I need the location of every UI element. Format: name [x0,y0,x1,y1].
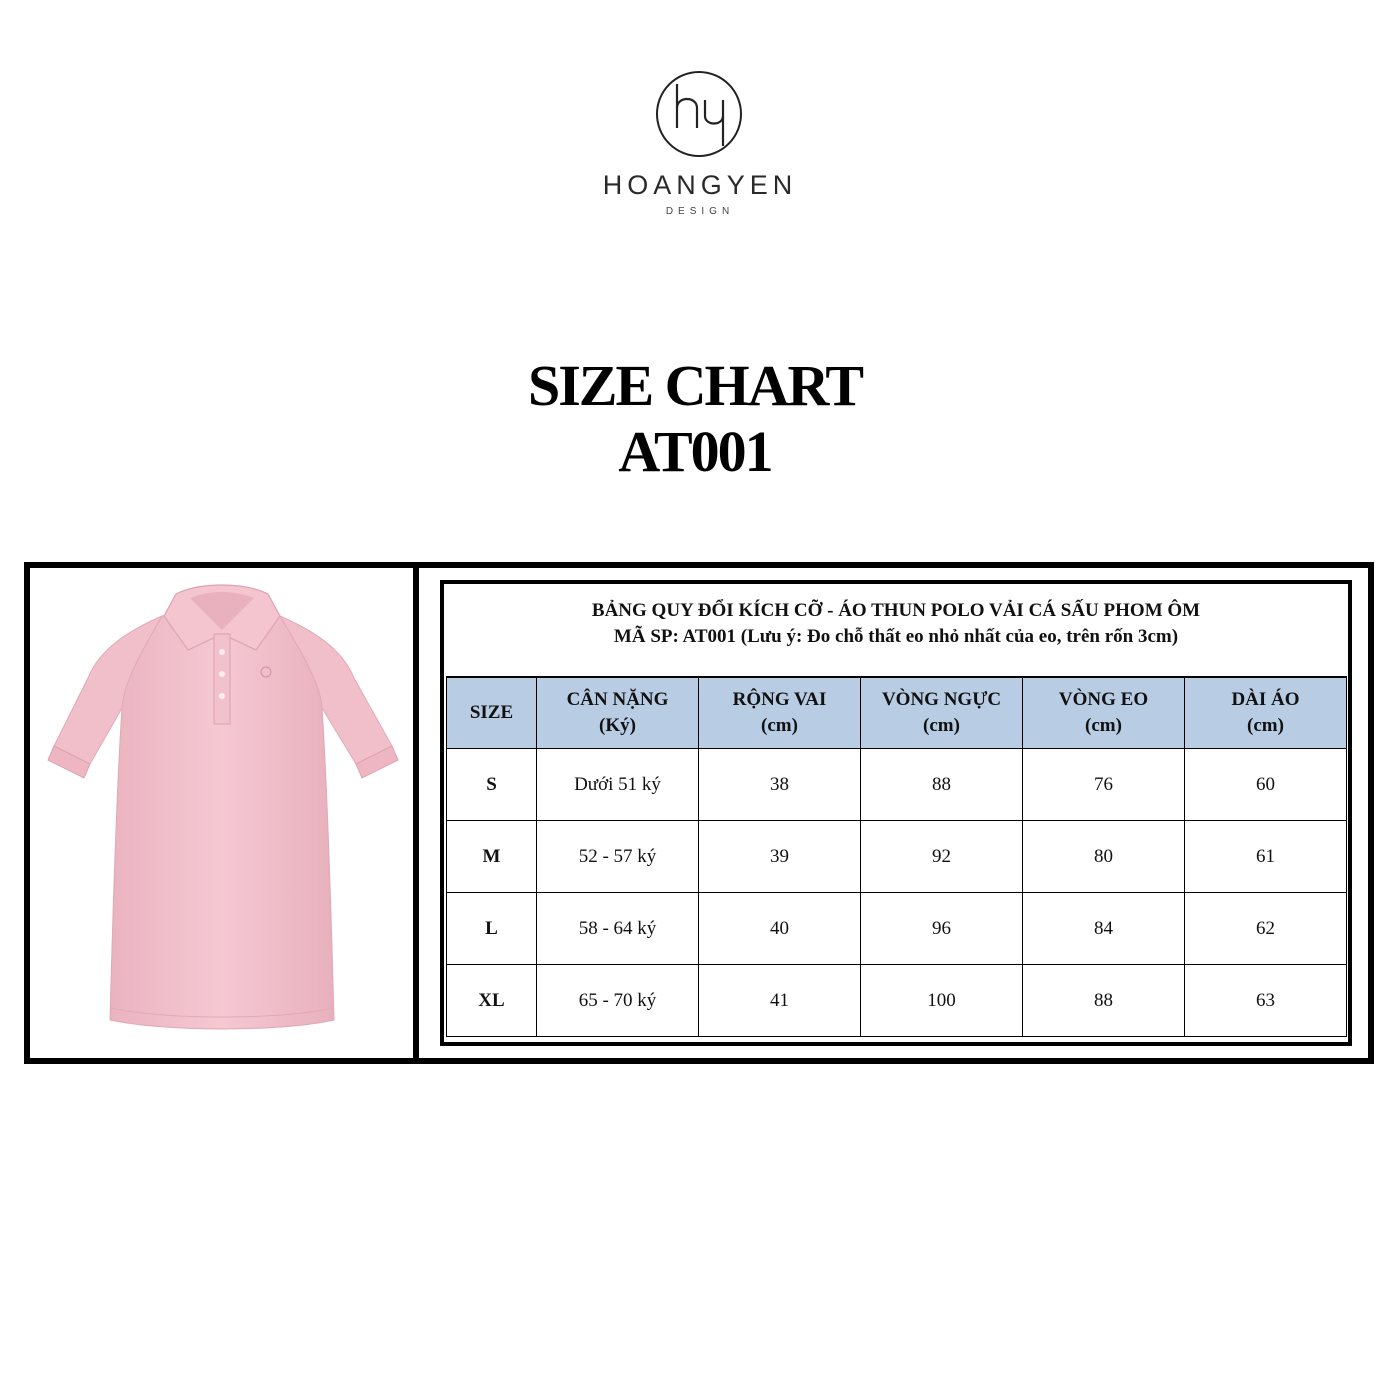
table-heading [444,598,1348,650]
size-cell: L [447,893,537,965]
product-image-panel [30,568,413,1058]
length-cell: 60 [1185,749,1347,821]
chest-cell: 88 [861,749,1023,821]
panel-divider [413,568,419,1058]
size-table [446,676,1347,1037]
waist-cell: 84 [1023,893,1185,965]
col-header-chest: VÒNG NGỰC (cm) [861,677,1023,749]
table-header-row [447,677,1347,749]
length-cell: 63 [1185,965,1347,1037]
weight-cell: Dưới 51 ký [537,749,699,821]
weight-cell: 58 - 64 ký [537,893,699,965]
table-heading-line1: BẢNG QUY ĐỔI KÍCH CỠ - ÁO THUN POLO VẢI CÁ SẤU PHOM ÔM [591,600,1201,621]
col-header-length: DÀI ÁO (cm) [1185,677,1347,749]
product-code-title: AT001 [618,419,772,484]
size-cell: S [447,749,537,821]
length-cell: 62 [1185,893,1347,965]
chest-cell: 92 [861,821,1023,893]
size-table-box [440,580,1352,1046]
col-header-size: SIZE [447,677,537,749]
col-header-weight: CÂN NẶNG (Ký) [537,677,699,749]
shoulder-cell: 40 [699,893,861,965]
size-cell: M [447,821,537,893]
size-chart-frame [24,562,1374,1064]
brand-subtitle: DESIGN [665,206,735,217]
table-row [447,749,1347,821]
brand-name: HOANGYEN [602,170,798,200]
hy-monogram-icon [655,70,743,158]
waist-cell: 76 [1023,749,1185,821]
waist-cell: 88 [1023,965,1185,1037]
page-title: SIZE CHART [527,353,863,418]
table-row [447,965,1347,1037]
weight-cell: 65 - 70 ký [537,965,699,1037]
chest-cell: 100 [861,965,1023,1037]
brand-logo [595,70,805,220]
waist-cell: 80 [1023,821,1185,893]
shoulder-cell: 38 [699,749,861,821]
size-cell: XL [447,965,537,1037]
table-row [447,893,1347,965]
col-header-waist: VÒNG EO (cm) [1023,677,1185,749]
pink-polo-shirt-image [30,568,413,1058]
shoulder-cell: 39 [699,821,861,893]
weight-cell: 52 - 57 ký [537,821,699,893]
length-cell: 61 [1185,821,1347,893]
shoulder-cell: 41 [699,965,861,1037]
table-heading-line2: MÃ SP: AT001 (Lưu ý: Đo chỗ thất eo nhỏ nhất của eo, trên rốn 3cm) [613,626,1179,647]
col-header-shoulder: RỘNG VAI (cm) [699,677,861,749]
table-row [447,821,1347,893]
chest-cell: 96 [861,893,1023,965]
